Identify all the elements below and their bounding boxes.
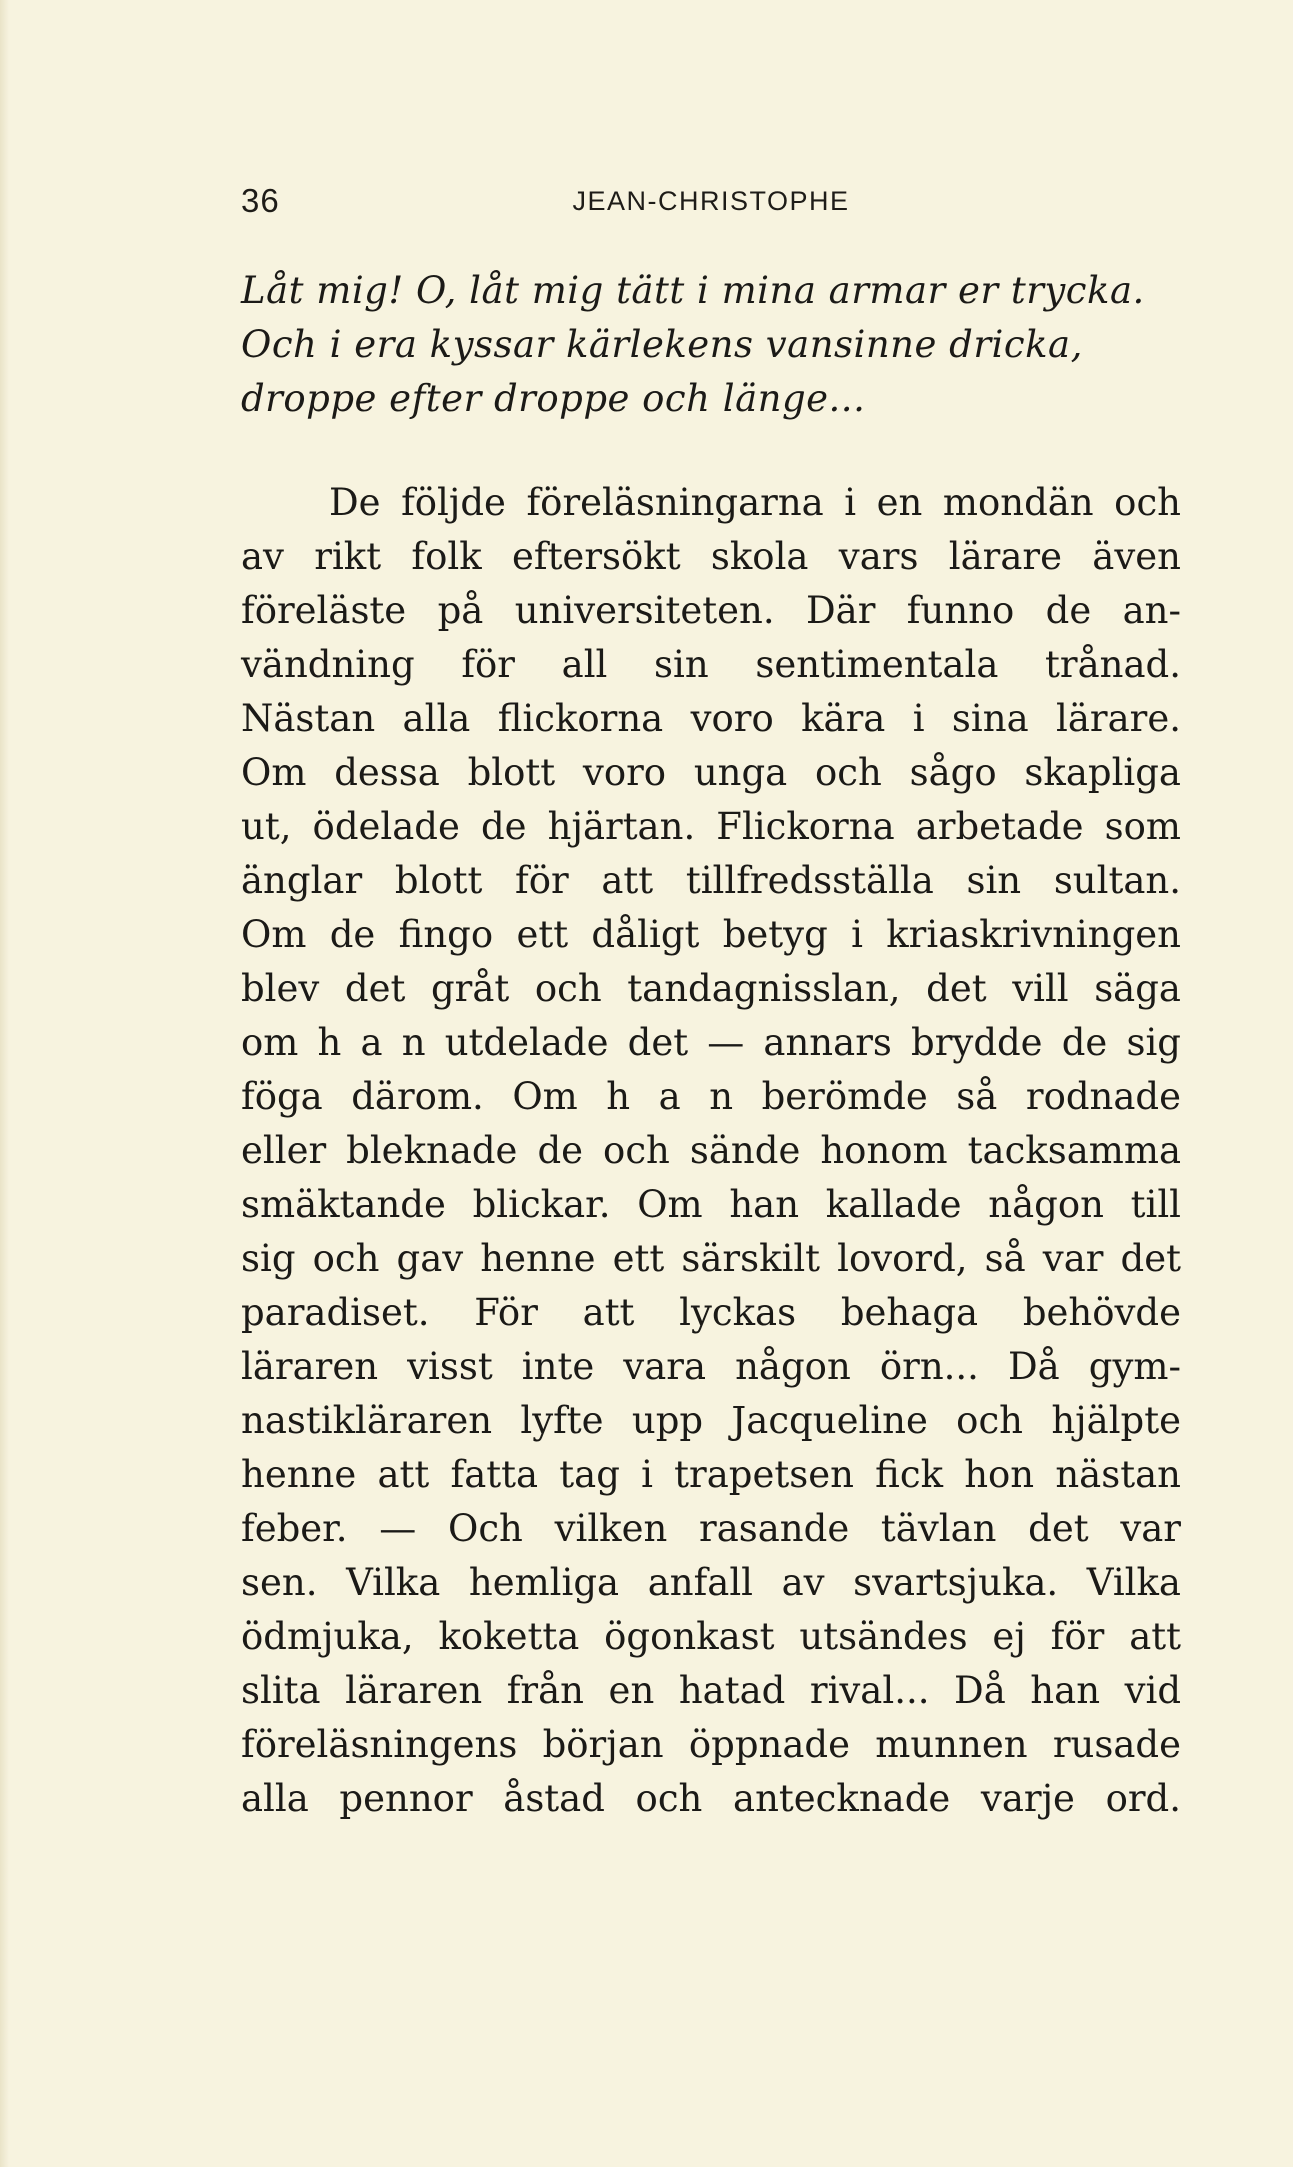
text-line: Om de fingo ett dåligt betyg i kriaskrivningen <box>241 913 1181 956</box>
text-line: vändning för all sin sentimentala trånad. <box>241 643 1181 686</box>
running-title: JEAN-CHRISTOPHE <box>572 186 850 216</box>
text-line: Om dessa blott voro unga och sågo skapliga <box>241 751 1181 794</box>
text-line: henne att fatta tag i trapetsen fick hon nästan <box>241 1453 1181 1496</box>
text-line: änglar blott för att tillfredsställa sin sultan. <box>241 859 1181 902</box>
text-line: ödmjuka, koketta ögonkast utsändes ej för att <box>241 1615 1181 1658</box>
verse-line: droppe efter droppe och länge... <box>241 377 866 420</box>
page-header <box>241 182 1181 242</box>
text-line: sen. Vilka hemliga anfall av svartsjuka. Vilka <box>241 1561 1181 1604</box>
text-line: läraren visst inte vara någon örn... Då gym- <box>241 1345 1181 1388</box>
verse-line: Låt mig! O, låt mig tätt i mina armar er trycka. <box>241 269 1145 312</box>
text-line: nastikläraren lyfte upp Jacqueline och hjälpte <box>241 1399 1181 1442</box>
text-line: sig och gav henne ett särskilt lovord, så var det <box>241 1237 1181 1280</box>
text-line: föga därom. Om h a n berömde så rodnade <box>241 1075 1181 1118</box>
text-line: Nästan alla flickorna voro kära i sina lärare. <box>241 697 1181 740</box>
text-line: föreläsningens början öppnade munnen rusade <box>241 1723 1181 1766</box>
text-line: blev det gråt och tandagnisslan, det vill säga <box>241 967 1181 1010</box>
text-line: eller bleknade de och sände honom tacksamma <box>241 1129 1181 1172</box>
text-line: paradiset. För att lyckas behaga behövde <box>241 1291 1181 1334</box>
page-number: 36 <box>241 182 280 219</box>
text-line: om h a n utdelade det — annars brydde de sig <box>241 1021 1181 1064</box>
text-line: ut, ödelade de hjärtan. Flickorna arbetade som <box>241 805 1181 848</box>
text-line: smäktande blickar. Om han kallade någon till <box>241 1183 1181 1226</box>
text-line: föreläste på universiteten. Där funno de an- <box>241 589 1181 632</box>
text-line: av rikt folk eftersökt skola vars lärare även <box>241 535 1181 578</box>
verse-line: Och i era kyssar kärlekens vansinne dricka, <box>241 323 1083 366</box>
text-line: De följde föreläsningarna i en mondän och <box>329 481 1181 524</box>
text-line: slita läraren från en hatad rival... Då han vid <box>241 1669 1181 1712</box>
text-line: alla pennor åstad och antecknade varje ord. <box>241 1777 1181 1820</box>
page-edge <box>0 0 9 2167</box>
text-line: feber. — Och vilken rasande tävlan det var <box>241 1507 1181 1550</box>
